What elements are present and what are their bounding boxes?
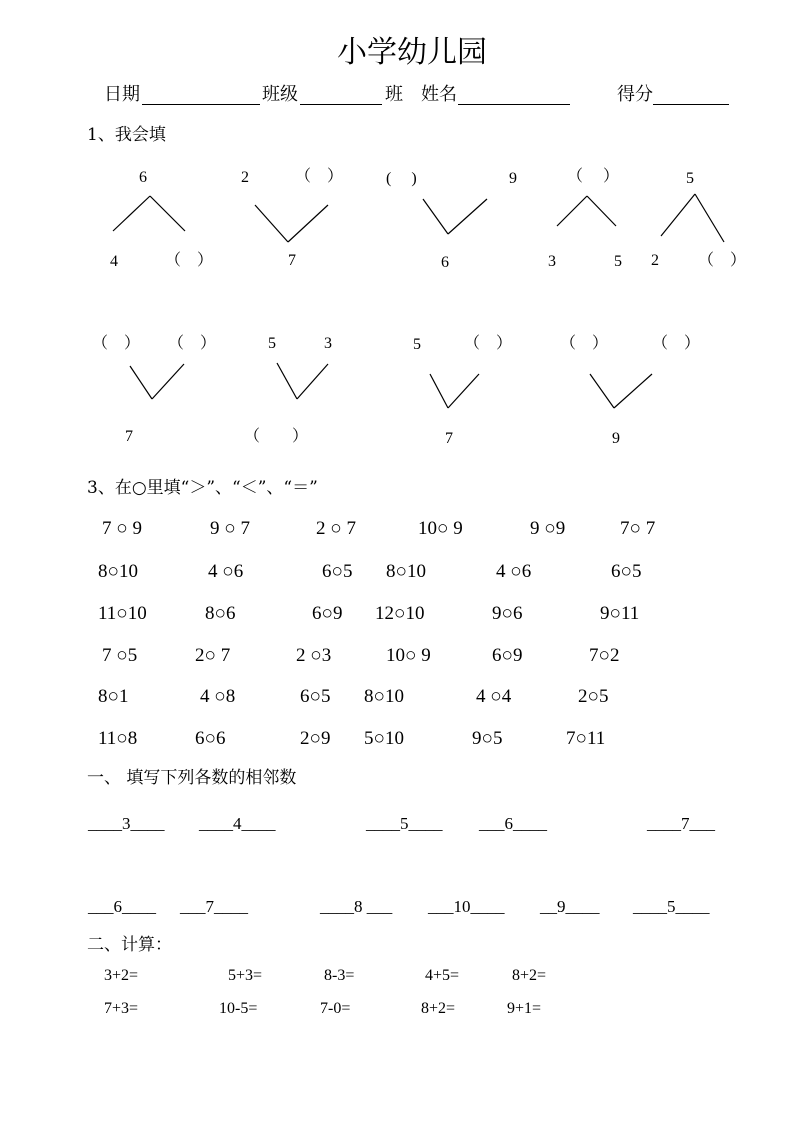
bond-line (277, 363, 297, 399)
compare-item[interactable]: 8○1 (98, 686, 129, 707)
compare-item[interactable]: 6○5 (300, 686, 331, 707)
compare-item[interactable]: 2 ○3 (296, 645, 332, 666)
calc-item[interactable]: 9+1= (507, 1000, 542, 1017)
compare-item[interactable]: 9○11 (600, 603, 640, 624)
name-field[interactable] (458, 86, 570, 105)
calc-item[interactable]: 5+3= (228, 967, 263, 984)
compare-item[interactable]: 7 ○ 9 (102, 518, 142, 539)
bond4-right: 5 (614, 253, 622, 270)
compare-item[interactable]: 8○6 (205, 603, 236, 624)
bond3-bottom: 6 (441, 254, 449, 271)
adjacent-item[interactable]: ____7___ (647, 814, 715, 833)
bond2-bottom: 7 (288, 252, 296, 269)
compare-item[interactable]: 2○9 (300, 728, 331, 749)
bond5-top: 5 (686, 170, 694, 187)
section3-title: 3、在○里填“＞”、“＜”、“＝” (87, 478, 318, 498)
bond5-left: 2 (651, 252, 659, 269)
bond7-bottom[interactable]: （ ） (244, 428, 309, 445)
bond-line (150, 196, 185, 231)
bond-line (130, 366, 152, 399)
calc-item[interactable]: 4+5= (425, 967, 460, 984)
compare-item[interactable]: 8○10 (386, 561, 426, 582)
calc-item[interactable]: 3+2= (104, 967, 139, 984)
bond2-right[interactable]: （ ） (295, 168, 344, 185)
compare-item[interactable]: 4 ○8 (200, 686, 236, 707)
name-label: 姓名 (421, 84, 457, 105)
section1-title: 1、我会填 (87, 125, 166, 145)
compare-item[interactable]: 4 ○6 (496, 561, 532, 582)
adjacent-item[interactable]: ___7____ (180, 897, 248, 916)
date-label: 日期 (104, 84, 140, 105)
adjacent-item[interactable]: ____4____ (199, 814, 276, 833)
compare-item[interactable]: 4 ○4 (476, 686, 512, 707)
bond4-top[interactable]: （ ） (567, 168, 620, 185)
calc-title: 二、计算： (87, 935, 172, 955)
adjacent-item[interactable]: ____8 ___ (320, 897, 393, 916)
calc-item[interactable]: 8+2= (421, 1000, 456, 1017)
bond8-left: 5 (413, 336, 421, 353)
compare-item[interactable]: 8○10 (98, 561, 138, 582)
compare-item[interactable]: 9○6 (492, 603, 523, 624)
bond3-right: 9 (509, 170, 517, 187)
bond9-left[interactable]: （ ） (560, 335, 609, 352)
adjacent-item[interactable]: ___6____ (479, 814, 547, 833)
compare-item[interactable]: 12○10 (375, 603, 425, 624)
date-field[interactable] (142, 86, 260, 105)
adjacent-item[interactable]: __9____ (540, 897, 600, 916)
bond-line (255, 205, 288, 242)
bond-line (423, 199, 448, 234)
compare-item[interactable]: 6○9 (312, 603, 343, 624)
bond-line (448, 374, 479, 408)
class-field[interactable] (300, 86, 382, 105)
page-title: 小学幼儿园 (337, 35, 487, 70)
adjacent-item[interactable]: ____5____ (366, 814, 443, 833)
bond3-left[interactable]: ( ) (386, 170, 417, 187)
adjacent-item[interactable]: ___10____ (428, 897, 505, 916)
calc-item[interactable]: 8-3= (324, 967, 355, 984)
compare-item[interactable]: 6○6 (195, 728, 226, 749)
calc-item[interactable]: 8+2= (512, 967, 547, 984)
bond9-right[interactable]: （ ） (652, 335, 701, 352)
bond6-right[interactable]: （ ） (168, 335, 217, 352)
bond-line (113, 196, 150, 231)
compare-item[interactable]: 11○10 (98, 603, 147, 624)
compare-item[interactable]: 4 ○6 (208, 561, 244, 582)
compare-item[interactable]: 6○9 (492, 645, 523, 666)
bond-line (614, 374, 652, 408)
compare-item[interactable]: 6○5 (322, 561, 353, 582)
bond6-bottom: 7 (125, 428, 133, 445)
compare-item[interactable]: 2○5 (578, 686, 609, 707)
compare-item[interactable]: 7○11 (566, 728, 606, 749)
bond-line (695, 194, 724, 242)
calc-item[interactable]: 10-5= (219, 1000, 258, 1017)
bond5-right[interactable]: （ ） (698, 252, 747, 269)
bond-line (152, 364, 184, 399)
compare-item[interactable]: 7○2 (589, 645, 620, 666)
bond4-left: 3 (548, 253, 556, 270)
bond-line (430, 374, 448, 408)
calc-item[interactable]: 7-0= (320, 1000, 351, 1017)
bond2-left: 2 (241, 169, 249, 186)
compare-item[interactable]: 2○ 7 (195, 645, 231, 666)
bond-line (661, 194, 695, 236)
compare-item[interactable]: 10○ 9 (386, 645, 431, 666)
adjacent-title: 一、 填写下列各数的相邻数 (87, 768, 297, 788)
compare-item[interactable]: 6○5 (611, 561, 642, 582)
adjacent-item[interactable]: ____3____ (88, 814, 165, 833)
class-suffix: 班 (385, 84, 403, 105)
compare-item[interactable]: 11○8 (98, 728, 138, 749)
compare-item[interactable]: 5○10 (364, 728, 404, 749)
compare-item[interactable]: 8○10 (364, 686, 404, 707)
compare-item[interactable]: 7○ 7 (620, 518, 656, 539)
compare-item[interactable]: 9○5 (472, 728, 503, 749)
bond1-left: 4 (110, 253, 118, 270)
bond1-top: 6 (139, 169, 147, 186)
calc-item[interactable]: 7+3= (104, 1000, 139, 1017)
bond-line (288, 205, 328, 242)
bond6-left[interactable]: （ ） (92, 335, 141, 352)
bond-line (587, 196, 616, 226)
compare-item[interactable]: 10○ 9 (418, 518, 463, 539)
bond-line (557, 196, 587, 226)
adjacent-item[interactable]: ___6____ (88, 897, 156, 916)
bond-line (448, 199, 487, 234)
compare-item[interactable]: 9 ○9 (530, 518, 566, 539)
compare-item[interactable]: 7 ○5 (102, 645, 138, 666)
bond9-bottom: 9 (612, 430, 620, 447)
score-field[interactable] (653, 86, 729, 105)
bond7-right: 3 (324, 335, 332, 352)
bond-line (297, 364, 328, 399)
compare-item[interactable]: 9 ○ 7 (210, 518, 250, 539)
bond8-bottom: 7 (445, 430, 453, 447)
adjacent-item[interactable]: ____5____ (633, 897, 710, 916)
score-label: 得分 (617, 84, 653, 105)
compare-item[interactable]: 2 ○ 7 (316, 518, 356, 539)
bond8-right[interactable]: （ ） (464, 335, 513, 352)
bond-line (590, 374, 614, 408)
bond1-right[interactable]: （ ） (165, 252, 214, 269)
bond7-left: 5 (268, 335, 276, 352)
class-label: 班级 (262, 84, 298, 105)
